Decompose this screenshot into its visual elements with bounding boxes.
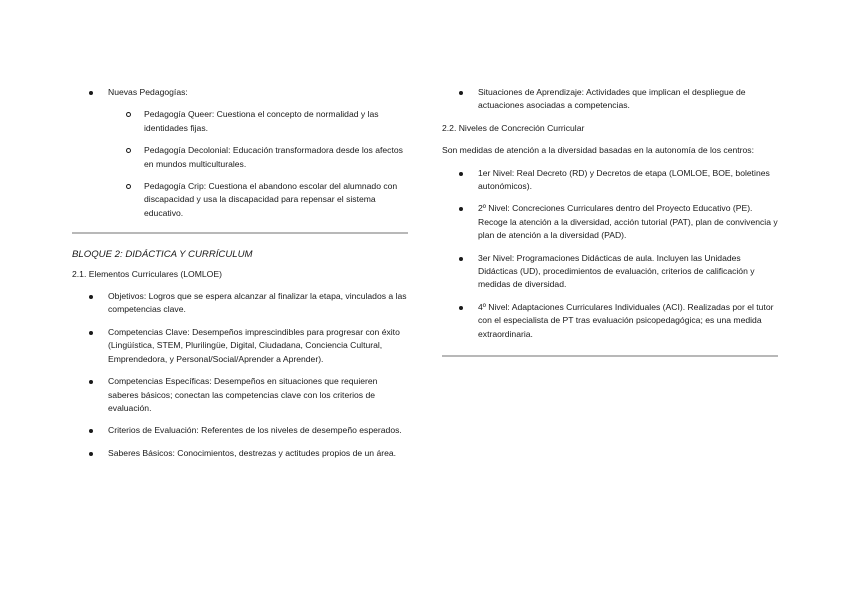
situaciones-list [442, 86, 778, 113]
right-column [442, 86, 778, 357]
sublist-item: Pedagogía Crip: Cuestiona el abandono escolar del alumnado con discapacidad y usa la discapacidad para repensar el sistema educativo. [108, 180, 408, 220]
left-column [72, 86, 408, 469]
list-item: 2º Nivel: Concreciones Curriculares dentro del Proyecto Educativo (PE). Recoge la atención a la diversidad, acción tutorial (PAT), plan de convivencia y plan de atención a la diversidad (PAD). [442, 202, 778, 242]
section-divider [72, 232, 408, 234]
elementos-curriculares-list [72, 290, 408, 460]
nuevas-pedagogias-list [72, 86, 408, 220]
list-item: Situaciones de Aprendizaje: Actividades que implican el despliegue de actuaciones asociadas a competencias. [442, 86, 778, 113]
list-item: Competencias Específicas: Desempeños en situaciones que requieren saberes básicos; conectan las competencias clave con los criterios de evaluación. [72, 375, 408, 415]
pedagogias-sublist [108, 108, 408, 220]
list-item: Criterios de Evaluación: Referentes de los niveles de desempeño esperados. [72, 424, 408, 437]
list-item: Saberes Básicos: Conocimientos, destrezas y actitudes propios de un área. [72, 447, 408, 460]
list-item: Competencias Clave: Desempeños imprescindibles para progresar con éxito (Lingüística, STEM, Plurilingüe, Digital, Ciudadana, Conciencia Cultural, Emprendedora, y Personal/Social/Aprender a Aprender). [72, 326, 408, 366]
list-item: 1er Nivel: Real Decreto (RD) y Decretos de etapa (LOMLOE, BOE, boletines autonómicos). [442, 167, 778, 194]
section-divider [442, 355, 778, 357]
section-intro: Son medidas de atención a la diversidad basadas en la autonomía de los centros: [442, 145, 754, 156]
list-item: Objetivos: Logros que se espera alcanzar al finalizar la etapa, vinculados a las competencias clave. [72, 290, 408, 317]
list-item: 3er Nivel: Programaciones Didácticas de aula. Incluyen las Unidades Didácticas (UD), procedimientos de evaluación, criterios de calificación y medidas de diversidad. [442, 252, 778, 292]
list-item [72, 86, 408, 220]
sublist-item: Pedagogía Decolonial: Educación transformadora desde los afectos en mundos multiculturales. [108, 144, 408, 171]
section-title: 2.2. Niveles de Concreción Curricular [442, 122, 585, 133]
niveles-list [442, 167, 778, 341]
list-item: 4º Nivel: Adaptaciones Curriculares Individuales (ACI). Realizadas por el tutor con el especialista de PT tras evaluación psicopedagógica; es una medida extraordinaria. [442, 301, 778, 341]
section-title: 2.1. Elementos Curriculares (LOMLOE) [72, 268, 222, 279]
block-title: BLOQUE 2: DIDÁCTICA Y CURRÍCULUM [72, 249, 253, 261]
sublist-item: Pedagogía Queer: Cuestiona el concepto de normalidad y las identidades fijas. [108, 108, 408, 135]
nuevas-pedagogias-label: Nuevas Pedagogías: [108, 87, 188, 97]
